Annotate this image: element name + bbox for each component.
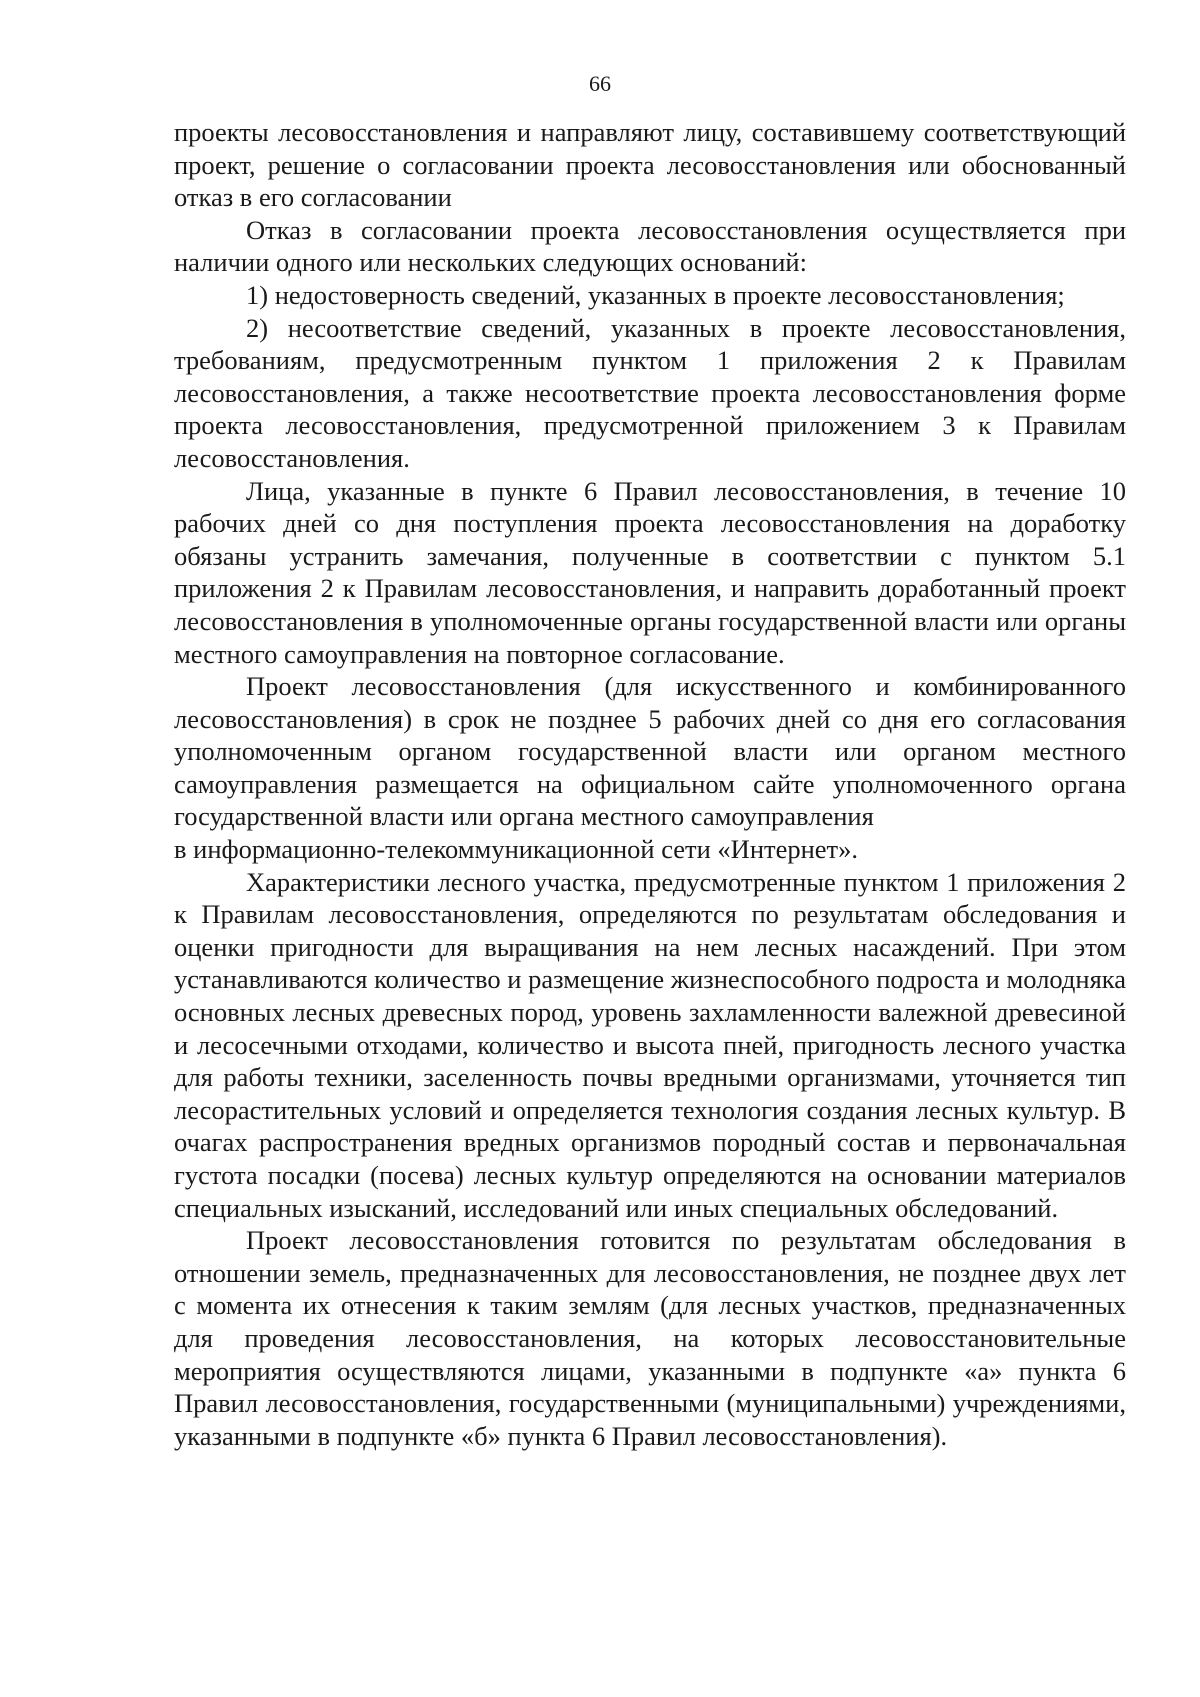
paragraph-ground-1: 1) недостоверность сведений, указанных в проекте лесовосстановления; bbox=[246, 279, 1065, 310]
paragraph-revision-deadline: Лица, указанные в пункте 6 Правил лесовосстановления, в течение 10 рабочих дней со дня поступления проекта лесовосстановления на доработку обязаны устранить замечания, полученные в соответствии с пунктом 5.1 приложения 2 к Правилам лесовосстановления, и направить доработанный проект лесовосстановления в уполномоченные органы государственной власти или органы местного самоуправления на повторное согласование. bbox=[174, 475, 1126, 669]
document-body bbox=[174, 116, 1126, 1452]
paragraph-refusal-grounds: Отказ в согласовании проекта лесовосстановления осуществляется при наличии одного или нескольких следующих оснований: bbox=[174, 214, 1126, 278]
paragraph-site-characteristics: Характеристики лесного участка, предусмотренные пунктом 1 приложения 2 к Правилам лесовосстановления, определяются по результатам обследования и оценки пригодности для выращивания на нем лесных насаждений. При этом устанавливаются количество и размещение жизнеспособного подроста и молодняка основных лесных древесных пород, уровень захламленности валежной древесиной и лесосечными отходами, количество и высота пней, пригодность лесного участка для работы техники, заселенность почвы вредными организмами, уточняется тип лесорастительных условий и определяется технология создания лесных культур. В очагах распространения вредных организмов породный состав и первоначальная густота посадки (посева) лесных культур определяются на основании материалов специальных изысканий, исследований или иных специальных обследований. bbox=[174, 866, 1126, 1223]
page-number: 66 bbox=[589, 71, 611, 96]
paragraph-publication: Проект лесовосстановления (для искусственного и комбинированного лесовосстановления) в срок не позднее 5 рабочих дней со дня его согласования уполномоченным органом государственной власти или органом местного самоуправления размещается на официальном сайте уполномоченного органа государственной власти или органа местного самоуправления bbox=[174, 671, 1126, 832]
paragraph-publication-continuation: в информационно-телекоммуникационной сети «Интернет». bbox=[174, 834, 858, 865]
paragraph-project-preparation: Проект лесовосстановления готовится по результатам обследования в отношении земель, предназначенных для лесовосстановления, не позднее двух лет с момента их отнесения к таким землям (для лесных участков, предназначенных для проведения лесовосстановления, на которых лесовосстановительные мероприятия осуществляются лицами, указанными в подпункте «а» пункта 6 Правил лесовосстановления, государственными (муниципальными) учреждениями, указанными в подпункте «б» пункта 6 Правил лесовосстановления). bbox=[174, 1225, 1126, 1451]
paragraph-continuation: проекты лесовосстановления и направляют лицу, составившему соответствующий проект, решение о согласовании проекта лесовосстановления или обоснованный отказ в его согласовании bbox=[174, 117, 1126, 213]
paragraph-ground-2: 2) несоответствие сведений, указанных в проекте лесовосстановления, требованиям, предусмотренным пунктом 1 приложения 2 к Правилам лесовосстановления, а также несоответствие проекта лесовосстановления форме проекта лесовосстановления, предусмотренной приложением 3 к Правилам лесовосстановления. bbox=[174, 312, 1126, 473]
